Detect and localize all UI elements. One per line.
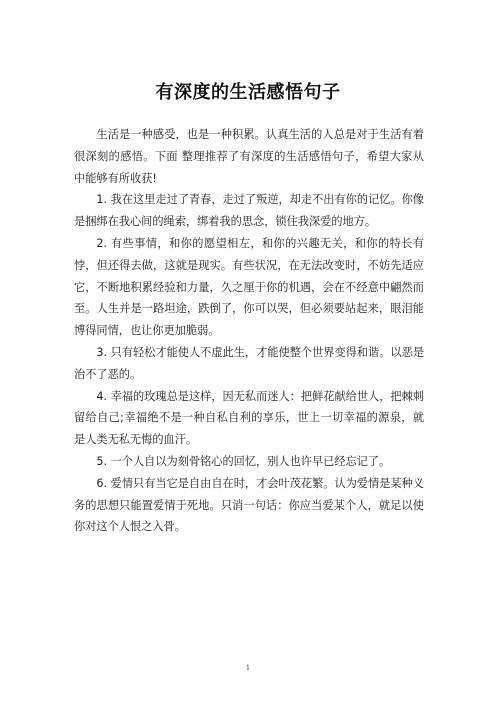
quote-paragraph-1: 1. 我在这里走过了青春，走过了叛逆，却走不出有你的记忆。你像是捆绑在我心间的绳索，绑着我的思念，锁住我深爱的地方。 [74,193,424,229]
page-number: 1 [245,664,251,672]
page-title: 有深度的生活感悟句子 [155,82,341,104]
quote-paragraph-3: 3. 只有轻松才能使人不虚此生，才能使整个世界变得和谐。以恶是治不了恶的。 [74,345,424,381]
quote-paragraph-2: 2. 有些事情，和你的愿望相左，和你的兴趣无关，和你的特长有悖，但还得去做，这就是现实。有些状况，在无法改变时，不妨先适应它，不断地积累经验和力量，久之厘于你的机遇，会在不经意中翩然而至。人生并是一路坦途，跌倒了，你可以哭，但必须要站起来，眼泪能博得同情，也让你更加脆弱。 [74,236,424,338]
quote-paragraph-4: 4. 幸福的玫瑰总是这样，因无私而迷人：把鲜花献给世人，把棘刺留给自己;幸福绝不是一种自私自利的享乐，世上一切幸福的源泉，就是人类无私无悔的血汗。 [74,389,424,447]
quote-paragraph-6: 6. 爱情只有当它是自由自在时，才会叶茂花繁。认为爱情是某种义务的思想只能置爱情于死地。只消一句话：你应当爱某个人，就足以使你对这个人恨之入骨。 [74,476,424,534]
article-body [74,124,424,538]
intro-paragraph: 生活是一种感受，也是一种积累。认真生活的人总是对于生活有着很深刻的感悟。下面 整理推荐了有深度的生活感悟句子，希望大家从中能够有所收获! [74,128,424,185]
quote-paragraph-5: 5. 一个人自以为刻骨铭心的回忆，别人也许早已经忘记了。 [96,454,391,468]
